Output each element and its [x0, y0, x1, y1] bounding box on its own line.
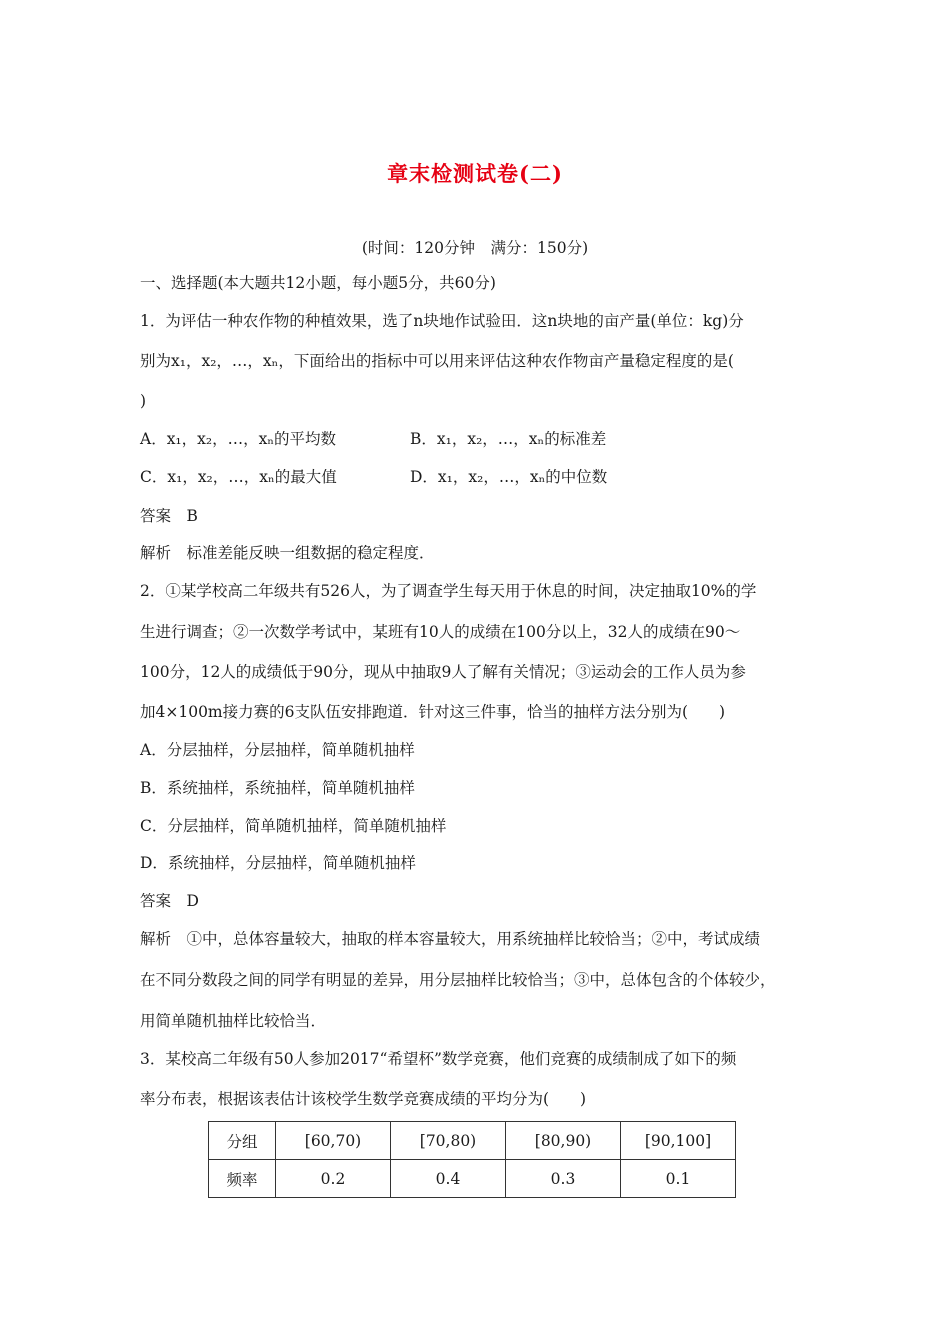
- table-cell: 0.3: [506, 1160, 621, 1198]
- q2-analysis-line2: 在不同分数段之间的同学有明显的差异，用分层抽样比较恰当；③中，总体包含的个体较少，: [140, 971, 776, 989]
- q3-text-line2: 率分布表，根据该表估计该校学生数学竞赛成绩的平均分为( ): [140, 1090, 587, 1108]
- q2-option-a: A．分层抽样，分层抽样，简单随机抽样: [140, 741, 415, 759]
- table-cell: [90,100]: [621, 1122, 736, 1160]
- q2-text-line1: 2．①某学校高二年级共有526人，为了调查学生每天用于休息的时间，决定抽取10%的学: [140, 582, 757, 600]
- q1-option-c: C．x₁，x₂，…，xₙ的最大值: [140, 468, 337, 486]
- table-header-cell: 分组: [209, 1122, 276, 1160]
- section-heading: 一、选择题(本大题共12小题，每小题5分，共60分): [140, 274, 496, 292]
- q1-option-d: D．x₁，x₂，…，xₙ的中位数: [410, 468, 608, 486]
- q1-text-line3: ): [140, 392, 147, 410]
- q1-text-line2: 别为x₁，x₂，…，xₙ，下面给出的指标中可以用来评估这种农作物亩产量稳定程度的是(: [140, 352, 734, 370]
- q2-option-d: D．系统抽样，分层抽样，简单随机抽样: [140, 854, 416, 872]
- q3-text-line1: 3．某校高二年级有50人参加2017“希望杯”数学竞赛，他们竞赛的成绩制成了如下的频: [140, 1050, 737, 1068]
- table-row: [209, 1160, 736, 1198]
- q2-analysis-line1: 解析 ①中，总体容量较大，抽取的样本容量较大，用系统抽样比较恰当；②中，考试成绩: [140, 930, 761, 948]
- q2-answer: 答案 D: [140, 892, 199, 910]
- q1-option-a: A．x₁，x₂，…，xₙ的平均数: [140, 430, 337, 448]
- table-cell: 0.1: [621, 1160, 736, 1198]
- q1-answer: 答案 B: [140, 507, 198, 525]
- table-cell: [70,80): [391, 1122, 506, 1160]
- table-cell: [80,90): [506, 1122, 621, 1160]
- q2-text-line3: 100分，12人的成绩低于90分，现从中抽取9人了解有关情况；③运动会的工作人员为参: [140, 663, 746, 681]
- q2-option-b: B．系统抽样，系统抽样，简单随机抽样: [140, 779, 415, 797]
- q2-analysis-line3: 用简单随机抽样比较恰当．: [140, 1012, 327, 1030]
- q1-text-line1: 1．为评估一种农作物的种植效果，选了n块地作试验田．这n块地的亩产量(单位：kg)分: [140, 312, 744, 330]
- page-title: 章末检测试卷(二): [387, 161, 563, 186]
- table-cell: 0.4: [391, 1160, 506, 1198]
- table-header-cell: 频率: [209, 1160, 276, 1198]
- q1-option-b: B．x₁，x₂，…，xₙ的标准差: [410, 430, 607, 448]
- q2-text-line4: 加4×100m接力赛的6支队伍安排跑道．针对这三件事，恰当的抽样方法分别为( ): [140, 703, 726, 721]
- table-cell: [60,70): [276, 1122, 391, 1160]
- table-row: [209, 1122, 736, 1160]
- q2-text-line2: 生进行调查；②一次数学考试中，某班有10人的成绩在100分以上，32人的成绩在90～: [140, 623, 741, 641]
- frequency-table: [208, 1121, 736, 1198]
- q2-option-c: C．分层抽样，简单随机抽样，简单随机抽样: [140, 817, 447, 835]
- q1-analysis: 解析 标准差能反映一组数据的稳定程度．: [140, 544, 435, 562]
- table-cell: 0.2: [276, 1160, 391, 1198]
- exam-meta: (时间：120分钟 满分：150分): [361, 239, 589, 257]
